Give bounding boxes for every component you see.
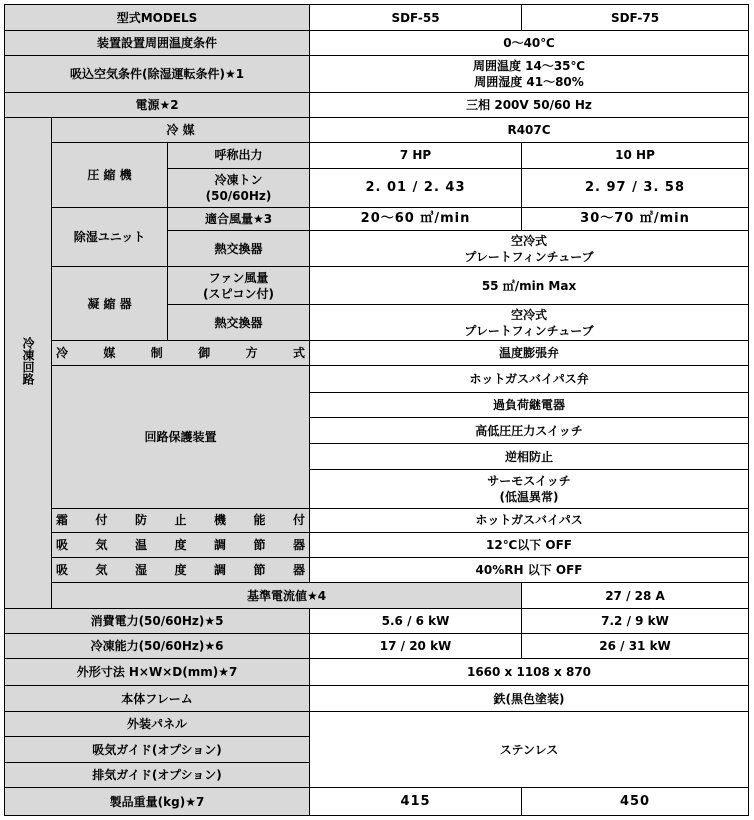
protection-item: 高低圧圧力スイッチ	[310, 417, 749, 443]
panel-row	[5, 711, 749, 736]
control-value: 温度膨張弁	[310, 341, 749, 366]
refrigerant-value: R407C	[310, 118, 749, 143]
airflow-label: 適合風量★3	[168, 207, 310, 230]
fan-label-line2: (スピコン付)	[203, 286, 274, 301]
ton-sdf75: 2. 97 / 3. 58	[522, 168, 749, 207]
fan-label-line1: ファン風量	[208, 270, 269, 285]
intake-temp-label: 吸気温度調節器	[52, 533, 310, 558]
consumption-sdf75: 7.2 / 9 kW	[522, 608, 749, 633]
spec-table	[4, 4, 749, 816]
protection-item: ホットガスバイパス弁	[310, 366, 749, 392]
exhaust-guide-label: 排気ガイド(オプション)	[5, 763, 310, 788]
header-row	[5, 5, 749, 31]
fan-value: 55 ㎥/min Max	[310, 267, 749, 304]
power-label: 電源★2	[5, 92, 310, 117]
cooling-sdf55: 17 / 20 kW	[310, 633, 522, 658]
intake-hum-range: 周囲湿度 41～80%	[474, 75, 584, 90]
model-sdf55: SDF-55	[310, 5, 522, 31]
rated-output-label: 呼称出力	[168, 143, 310, 168]
current-row	[5, 583, 749, 608]
condenser-exchanger-label: 熱交換器	[168, 304, 310, 340]
power-row	[5, 92, 749, 117]
protection-item: 逆相防止	[310, 444, 749, 470]
ambient-label: 装置設置周囲温度条件	[5, 31, 310, 56]
fan-label	[168, 267, 310, 304]
protection-item: 過負荷継電器	[310, 392, 749, 417]
ambient-value: 0～40℃	[310, 31, 749, 56]
current-label: 基準電流値★4	[52, 583, 522, 608]
dimensions-label: 外形寸法 H×W×D(mm)★7	[5, 659, 310, 686]
dehum-unit-label: 除湿ユニット	[52, 207, 168, 267]
compressor-label: 圧 縮 機	[52, 143, 168, 208]
dehum-exchanger-line2: プレートフィンチューブ	[464, 249, 594, 264]
intake-hum-value: 40%RH 以下 OFF	[310, 558, 749, 583]
dehum-airflow-row	[5, 207, 749, 230]
control-row	[5, 341, 749, 366]
frame-value: 鉄(黒色塗装)	[310, 686, 749, 711]
dimensions-value: 1660 x 1108 x 870	[310, 659, 749, 686]
refrigerant-row	[5, 118, 749, 143]
consumption-row	[5, 608, 749, 633]
protection-label: 回路保護装置	[52, 366, 310, 508]
weight-row	[5, 788, 749, 816]
panel-label: 外装パネル	[5, 711, 310, 736]
thermo-line2: (低温異常)	[499, 490, 559, 505]
dimensions-row	[5, 659, 749, 686]
power-value: 三相 200V 50/60 Hz	[310, 92, 749, 117]
rated-output-sdf75: 10 HP	[522, 143, 749, 168]
ambient-row	[5, 31, 749, 56]
condenser-exchanger-value	[310, 304, 749, 340]
refrigerant-label: 冷 媒	[52, 118, 310, 143]
ton-label-line2: (50/60Hz)	[205, 188, 272, 203]
condenser-fan-row	[5, 267, 749, 304]
rated-output-sdf55: 7 HP	[310, 143, 522, 168]
protection-item-thermo	[310, 470, 749, 508]
weight-label: 製品重量(kg)★7	[5, 788, 310, 816]
intake-temp-row	[5, 533, 749, 558]
control-label: 冷媒制御方式	[52, 341, 310, 366]
model-sdf75: SDF-75	[522, 5, 749, 31]
consumption-sdf55: 5.6 / 6 kW	[310, 608, 522, 633]
cooling-sdf75: 26 / 31 kW	[522, 633, 749, 658]
current-sdf55: 27 / 28 A	[522, 583, 749, 608]
intake-hum-row	[5, 558, 749, 583]
frame-label: 本体フレーム	[5, 686, 310, 711]
weight-sdf75: 450	[522, 788, 749, 816]
defrost-label: 霜付防止機能付	[52, 508, 310, 532]
airflow-sdf75: 30～70 ㎥/min	[522, 207, 749, 230]
defrost-row	[5, 508, 749, 532]
intake-hum-label: 吸気湿度調節器	[52, 558, 310, 583]
condenser-exchanger-line2: プレートフィンチューブ	[464, 323, 594, 338]
condenser-exchanger-line1: 空冷式	[511, 307, 548, 322]
weight-sdf55: 415	[310, 788, 522, 816]
ton-label	[168, 168, 310, 207]
intake-label: 吸込空気条件(除湿運転条件)★1	[5, 56, 310, 92]
airflow-sdf55: 20～60 ㎥/min	[310, 207, 522, 230]
circuit-group-label	[5, 118, 52, 609]
circuit-group-text: 冷凍回路	[21, 336, 35, 385]
material-value: ステンレス	[310, 711, 749, 788]
intake-guide-label: 吸気ガイド(オプション)	[5, 736, 310, 762]
compressor-output-row	[5, 143, 749, 168]
intake-value	[310, 56, 749, 92]
cooling-label: 冷凍能力(50/60Hz)★6	[5, 633, 310, 658]
intake-row	[5, 56, 749, 92]
ton-sdf55: 2. 01 / 2. 43	[310, 168, 522, 207]
thermo-line1: サーモスイッチ	[487, 474, 571, 489]
intake-temp-range: 周囲温度 14～35℃	[472, 59, 586, 74]
intake-temp-value: 12℃以下 OFF	[310, 533, 749, 558]
ton-label-line1: 冷凍トン	[214, 172, 263, 187]
dehum-exchanger-line1: 空冷式	[511, 233, 548, 248]
consumption-label: 消費電力(50/60Hz)★5	[5, 608, 310, 633]
dehum-exchanger-label: 熱交換器	[168, 231, 310, 267]
models-header: 型式MODELS	[5, 5, 310, 31]
condenser-label: 凝 縮 器	[52, 267, 168, 341]
dehum-exchanger-value	[310, 231, 749, 267]
frame-row	[5, 686, 749, 711]
defrost-value: ホットガスバイパス	[310, 508, 749, 532]
cooling-row	[5, 633, 749, 658]
protection-row-1	[5, 366, 749, 392]
